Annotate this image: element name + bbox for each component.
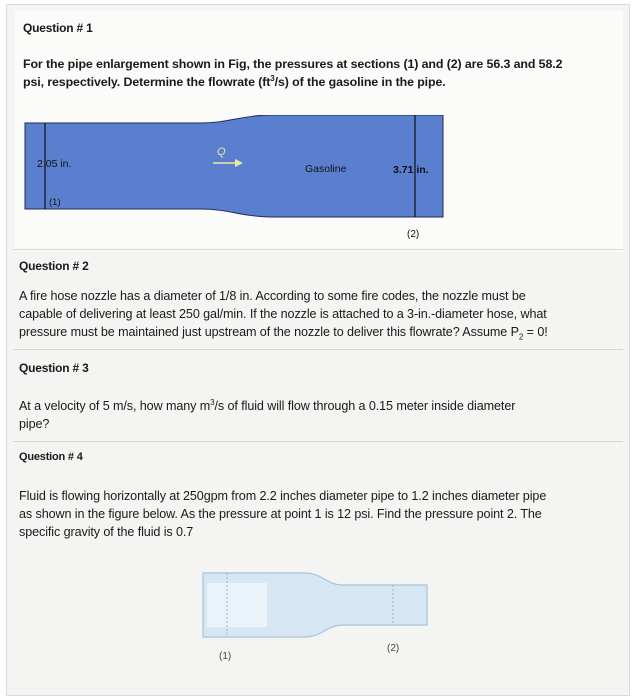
question-1-text-line-2 <box>23 73 446 91</box>
question-1-text-2a: psi, respectively. Determine the flowrate (ft <box>23 75 271 89</box>
question-1-text-2-sup: 3 <box>270 73 275 83</box>
question-2-line-3b: = 0! <box>523 325 548 339</box>
question-4-line-3: specific gravity of the fluid is 0.7 <box>19 525 194 539</box>
question-4-line-1: Fluid is flowing horizontally at 250gpm from 2.2 inches diameter pipe to 1.2 inches diameter pipe <box>19 489 547 503</box>
pipe-enlargement-figure <box>23 115 463 241</box>
inner-highlight <box>207 583 267 627</box>
diameter-2-label: 3.71 in. <box>393 164 429 176</box>
pipe-reduction-figure <box>197 571 437 667</box>
divider <box>13 349 623 350</box>
question-3-line-1b: /s of fluid will flow through a 0.15 meter inside diameter <box>214 399 516 413</box>
question-2-line-1: A fire hose nozzle has a diameter of 1/8 in. According to some fire codes, the nozzle must be <box>19 289 526 303</box>
question-2-line-3a: pressure must be maintained just upstream of the nozzle to deliver this flowrate? Assume P <box>19 325 519 339</box>
question-1-text-2b: /s) of the gasoline in the pipe. <box>274 75 446 89</box>
fluid-label: Gasoline <box>305 163 347 175</box>
question-2-line-3-sub: 2 <box>518 332 524 342</box>
question-3-line-1a: At a velocity of 5 m/s, how many m <box>19 399 211 413</box>
divider <box>13 441 623 442</box>
pipe-body <box>25 115 443 217</box>
diameter-1-label: 2.05 in. <box>37 158 72 170</box>
question-1-text-line-1: For the pipe enlargement shown in Fig, the pressures at sections (1) and (2) are 56.3 and 58.2 <box>23 57 563 71</box>
section-1-label: (1) <box>49 197 61 208</box>
section-1-label: (1) <box>219 651 232 662</box>
divider <box>13 249 623 250</box>
question-sheet <box>6 4 630 696</box>
section-2-label: (2) <box>407 229 420 240</box>
question-3-line-2: pipe? <box>19 417 50 431</box>
question-3-line-1 <box>19 397 515 415</box>
question-4-line-2: as shown in the figure below. As the pressure at point 1 is 12 psi. Find the pressure point 2. The <box>19 507 542 521</box>
question-3-title: Question # 3 <box>19 361 89 375</box>
flow-label: Q <box>217 146 226 158</box>
section-2-label: (2) <box>387 643 400 654</box>
question-2-title: Question # 2 <box>19 259 89 273</box>
question-2-line-2: capable of delivering at least 250 gal/min. If the nozzle is attached to a 3-in.-diameter hose, what <box>19 307 547 321</box>
question-3-line-1-sup: 3 <box>210 397 215 407</box>
question-2-line-3 <box>19 323 548 341</box>
question-1-title: Question # 1 <box>23 21 93 35</box>
question-4-title: Question # 4 <box>19 451 83 463</box>
